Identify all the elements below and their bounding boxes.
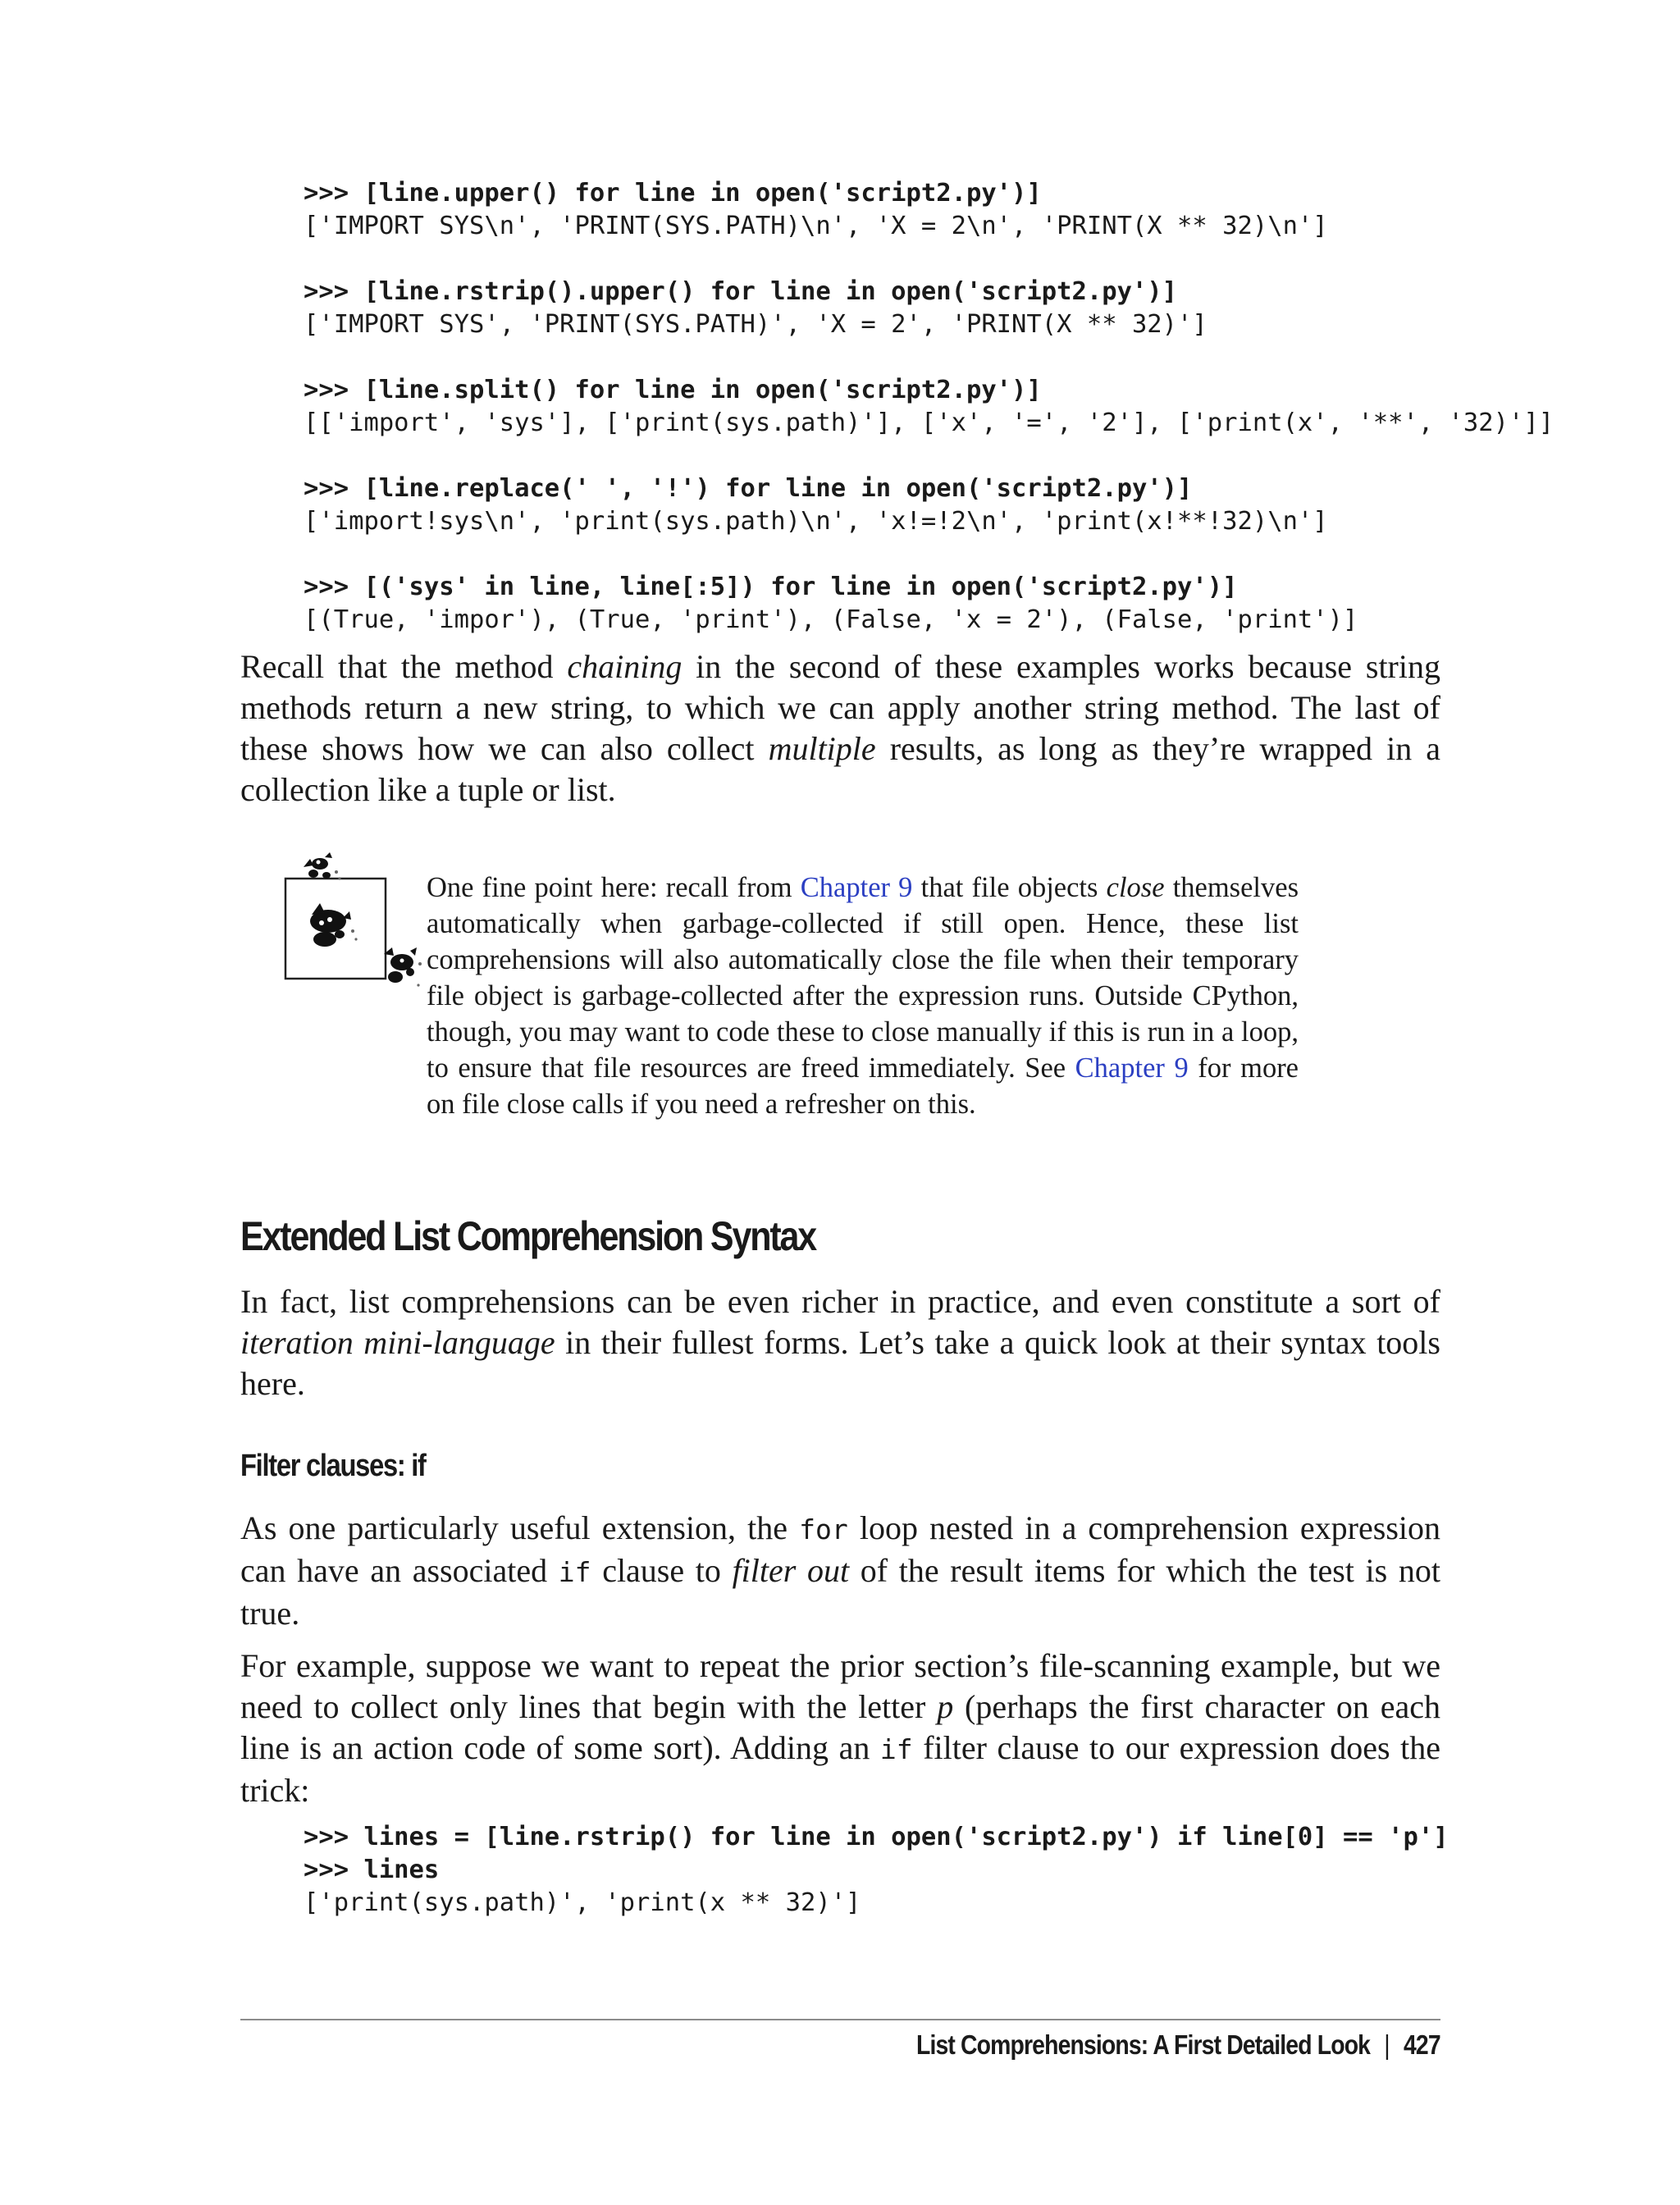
text: clause to — [591, 1552, 733, 1589]
code-input-line: >>> lines = [line.rstrip() for line in open('script2.py') if line[0] == 'p'] — [304, 1823, 1449, 1851]
text: (perhaps the first character on each line is an action code of some sort). Adding an — [240, 1688, 1440, 1766]
inline-code-if: if — [879, 1733, 913, 1765]
code-output-line: ['import!sys\n', 'print(sys.path)\n', 'x!=!2\n', 'print(x!**!32)\n'] — [304, 507, 1328, 536]
text: that file objects — [912, 872, 1107, 903]
paragraph-method-chaining — [240, 646, 1440, 810]
code-output-line: [(True, 'impor'), (True, 'print'), (False, 'x = 2'), (False, 'print')] — [304, 605, 1358, 634]
text: in their fullest forms. Let’s take a quick look at their syntax tools here. — [240, 1324, 1440, 1402]
code-input-line: >>> [('sys' in line, line[:5]) for line in open('script2.py')] — [304, 573, 1238, 601]
section-heading: Extended List Comprehension Syntax — [240, 1213, 816, 1259]
text: loop nested in a comprehension expression can have an associated — [240, 1509, 1440, 1589]
code-input-line: >>> [line.rstrip().upper() for line in open('script2.py')] — [304, 277, 1178, 306]
text: One fine point here: recall from — [427, 872, 801, 903]
page-number: 427 — [1404, 2029, 1440, 2060]
inline-code-if: if — [558, 1556, 591, 1588]
footer-separator: | — [1384, 2029, 1390, 2060]
emphasis-multiple: multiple — [768, 730, 876, 767]
inline-code-for: for — [799, 1513, 848, 1545]
link-chapter-9-second[interactable]: Chapter 9 — [1075, 1052, 1189, 1084]
text: Recall that the method — [240, 648, 568, 685]
emphasis-close: close — [1106, 872, 1165, 903]
emphasis-p: p — [937, 1688, 954, 1725]
code-blank-line — [304, 243, 1444, 276]
code-input-line: >>> [line.upper() for line in open('script2.py')] — [304, 179, 1042, 208]
text: results, as long as they’re wrapped in a collection like a tuple or list. — [240, 730, 1441, 808]
subsection-heading: Filter clauses: if — [240, 1449, 426, 1483]
code-input-line: >>> lines — [304, 1856, 440, 1884]
code-block-1 — [304, 177, 1554, 637]
paragraph-iteration-mini-language — [240, 1281, 1440, 1404]
paragraph-example — [240, 1646, 1440, 1811]
code-blank-line — [304, 538, 1444, 571]
code-output-line: ['IMPORT SYS\n', 'PRINT(SYS.PATH)\n', 'X = 2\n', 'PRINT(X ** 32)\n'] — [304, 212, 1328, 240]
text: themselves automatically when garbage-collected if still open. Hence, these list comprehensions will also automatically close the file when their temporary file object is garbage-collected after the expression runs. Outside CPython, though, you may want to code these to close manually if this is run in a loop, to ensure that file resources are freed immediately. See — [427, 872, 1299, 1084]
text: In fact, list comprehensions can be even richer in practice, and even constitute a sort of — [240, 1283, 1440, 1320]
code-output-line: ['IMPORT SYS', 'PRINT(SYS.PATH)', 'X = 2', 'PRINT(X ** 32)'] — [304, 310, 1208, 339]
emphasis-filter-out: filter out — [732, 1552, 850, 1589]
text: For example, suppose we want to repeat the prior section’s file-scanning example, but we need to collect only lines that begin with the letter — [240, 1647, 1440, 1725]
tip-note — [427, 870, 1299, 1122]
code-block-2 — [304, 1821, 1449, 1920]
footer-rule — [240, 2019, 1440, 2020]
raccoon-tip-icon — [279, 849, 427, 997]
emphasis-chaining: chaining — [567, 648, 682, 685]
code-input-line: >>> [line.replace(' ', '!') for line in open('script2.py')] — [304, 474, 1193, 503]
text: in the second of these examples works because string methods return a new string, to which we can apply another string method. The last of these shows how we can also collect — [240, 648, 1440, 767]
running-title: List Comprehensions: A First Detailed Look — [916, 2029, 1371, 2060]
text: As one particularly useful extension, the — [240, 1509, 800, 1546]
text: for more on file close calls if you need a refresher on this. — [427, 1052, 1299, 1120]
paragraph-filter-clause — [240, 1508, 1440, 1634]
code-blank-line — [304, 341, 1444, 374]
code-blank-line — [304, 440, 1444, 472]
text: of the result items for which the test is not true. — [240, 1552, 1440, 1632]
link-chapter-9[interactable]: Chapter 9 — [800, 872, 913, 903]
emphasis-iteration-mini-language: iteration mini-language — [240, 1324, 555, 1361]
page-footer — [916, 2029, 1440, 2061]
code-output-line: [['import', 'sys'], ['print(sys.path)'], ['x', '=', '2'], ['print(x', '**', '32)']] — [304, 409, 1554, 437]
code-output-line: ['print(sys.path)', 'print(x ** 32)'] — [304, 1888, 861, 1917]
code-input-line: >>> [line.split() for line in open('script2.py')] — [304, 376, 1042, 404]
text: filter clause to our expression does the trick: — [240, 1729, 1440, 1809]
